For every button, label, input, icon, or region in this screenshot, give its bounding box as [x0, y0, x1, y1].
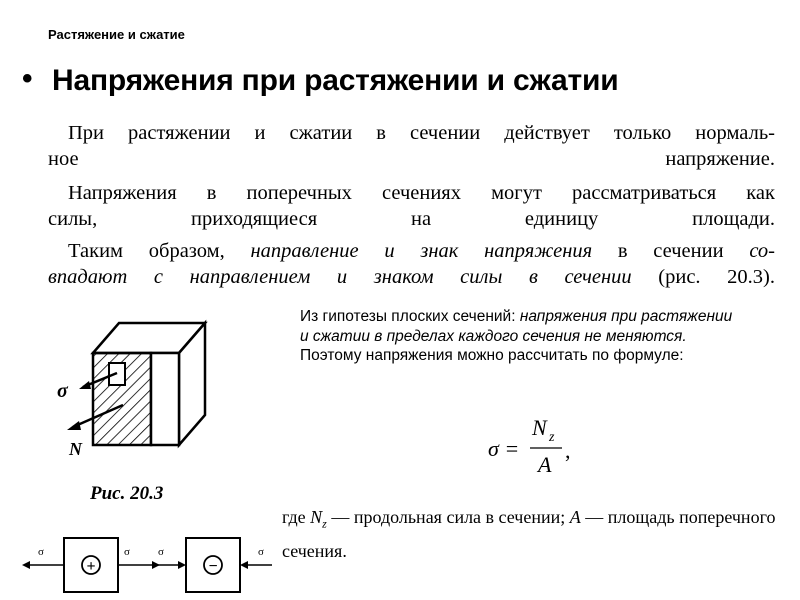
note-text-a: Из гипотезы плоских сечений: — [300, 308, 520, 325]
cube-figure — [55, 315, 235, 475]
compression-right-arrowhead — [240, 561, 248, 569]
p3-text-c: в сечении — [592, 240, 750, 262]
hypothesis-note — [300, 307, 740, 366]
compression-left-arrowhead — [178, 561, 186, 569]
paragraph-3 — [48, 238, 775, 290]
p3-emph-direction: направление и знак напряжения — [250, 240, 593, 262]
cube-front-face — [151, 353, 179, 445]
where-area: A — [569, 507, 581, 527]
p3-text-a: Таким образом, — [68, 240, 251, 262]
paragraph-2-line-2: силы, приходящиеся на единицу площади. — [48, 208, 775, 230]
sigma-arrowhead — [79, 381, 91, 389]
p3-figure-ref: (рис. 20.3). — [631, 266, 775, 288]
where-text-a: где — [282, 507, 311, 527]
compression-sigma-left: σ — [158, 546, 164, 558]
paragraph-1 — [48, 120, 775, 172]
tension-sign: + — [86, 558, 96, 575]
n-label: N — [69, 439, 82, 459]
stress-formula — [488, 412, 588, 482]
where-nz: N — [310, 507, 323, 527]
paragraph-3-line-1 — [68, 238, 775, 264]
where-text-c: — площадь поперечного сечения. — [282, 507, 776, 561]
sigma-label: σ — [57, 380, 68, 402]
compression-sigma-right: σ — [258, 546, 264, 558]
where-nz-sub: z — [322, 516, 327, 531]
figure-caption: Рис. 20.3 — [90, 483, 164, 504]
formula-denominator: A — [538, 452, 552, 477]
sign-convention-figure — [18, 528, 278, 598]
paragraph-2-line-1: Напряжения в поперечных сечениях могут рассматриваться как — [68, 182, 775, 204]
p3-emph-co: со- — [749, 240, 775, 262]
formula-legend — [282, 504, 777, 565]
p3-emph-coincide: впадают с направлением и знаком силы в сечении — [48, 266, 632, 288]
tension-sigma-left: σ — [38, 546, 44, 558]
paragraph-3-line-2 — [48, 264, 775, 290]
formula-numerator: N — [532, 415, 547, 440]
title-bullet: • — [22, 62, 33, 95]
tension-left-arrowhead — [22, 561, 30, 569]
n-arrowhead — [67, 421, 81, 430]
note-text-c: Поэтому напряжения можно рассчитать по формуле: — [300, 347, 684, 364]
note-emphasis: напряжения при растяжении и сжатии в пределах каждого сечения не меняются. — [300, 308, 733, 345]
tension-sigma-right: σ — [124, 546, 130, 558]
paragraph-1-line-1: При растяжении и сжатии в сечении действует только нормаль- — [68, 122, 775, 144]
formula-tail: , — [565, 438, 571, 463]
compression-sign: − — [208, 558, 218, 575]
formula-numerator-sub: z — [549, 430, 555, 445]
slide-title: Напряжения при растяжении и сжатии — [52, 64, 619, 97]
paragraph-1-line-2: ное напряжение. — [48, 148, 775, 170]
paragraph-2 — [48, 180, 775, 232]
where-text-b: — продольная сила в сечении; — [326, 507, 570, 527]
section-label: Растяжение и сжатие — [48, 27, 185, 42]
formula-lhs: σ = — [488, 436, 520, 461]
